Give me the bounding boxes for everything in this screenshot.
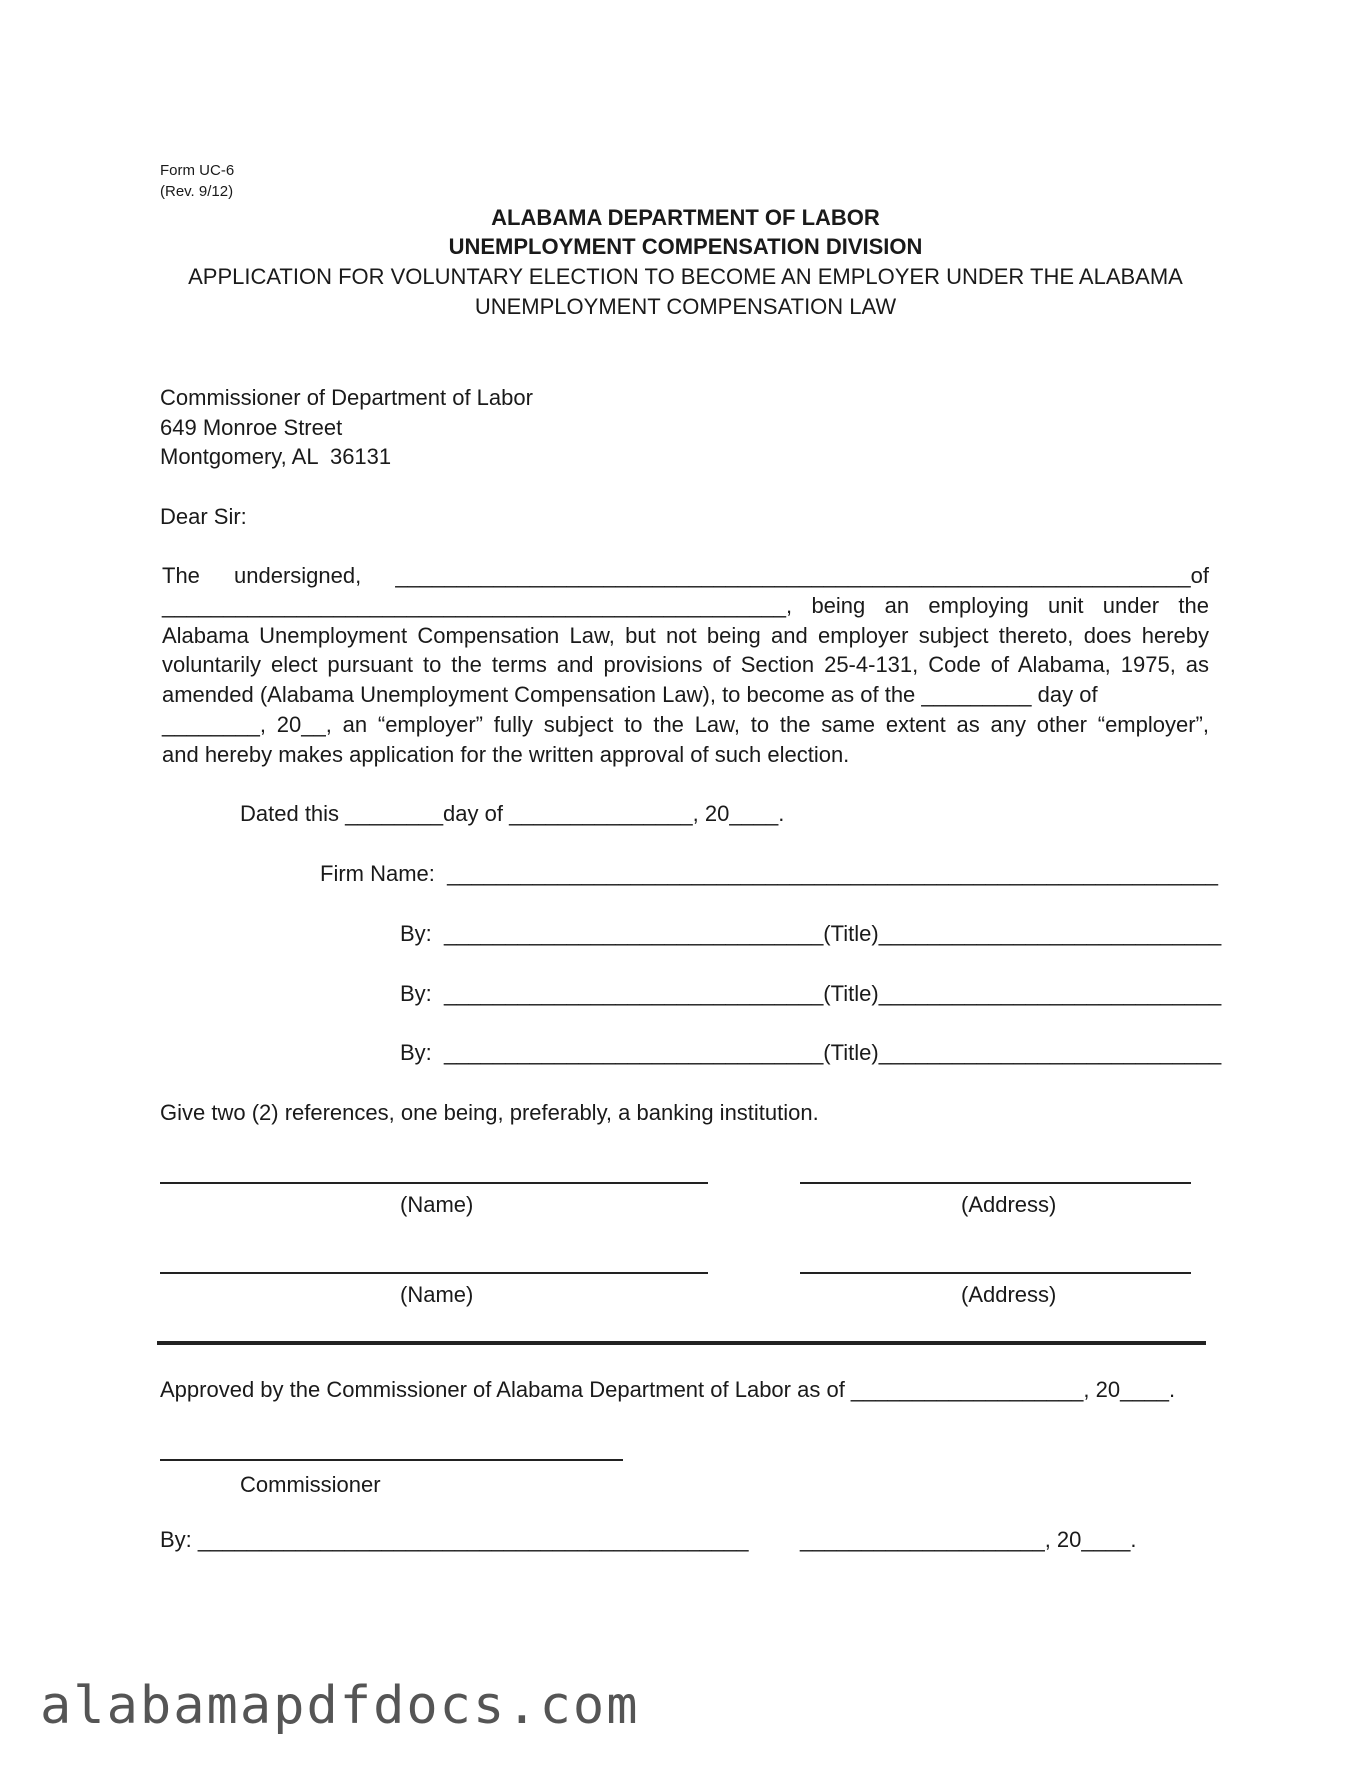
address-line1: Commissioner of Department of Labor (160, 385, 533, 410)
reference-2-name-label: (Name) (400, 1282, 474, 1307)
signer-line-2: By: _______________________________(Title)____________________________ (400, 981, 1222, 1006)
dated-line: Dated this ________day of _______________, 20____. (240, 801, 785, 826)
body-line6: ________, 20__, an “employer” fully subject to the Law, to the same extent as any other “employer”, (162, 712, 1209, 737)
form-revision: (Rev. 9/12) (160, 183, 234, 200)
agency-title: ALABAMA DEPARTMENT OF LABOR (491, 205, 880, 230)
approval-date-line: ____________________, 20____. (800, 1527, 1137, 1552)
form-title-line2: UNEMPLOYMENT COMPENSATION LAW (474, 294, 897, 319)
salutation: Dear Sir: (160, 504, 247, 529)
firm-name-line: Firm Name: _______________________________________________________________ (320, 861, 1218, 886)
body-line7: and hereby makes application for the written approval of such election. (162, 742, 850, 767)
form-title-line1: APPLICATION FOR VOLUNTARY ELECTION TO BECOME AN EMPLOYER UNDER THE ALABAMA (188, 264, 1183, 289)
reference-1-name-line (160, 1182, 708, 1184)
signer-line-1: By: _______________________________(Title)____________________________ (400, 921, 1222, 946)
address-line2: 649 Monroe Street (160, 415, 343, 440)
address-line3: Montgomery, AL 36131 (160, 444, 392, 469)
reference-1-name-label: (Name) (400, 1192, 474, 1217)
approval-by-line: By: _____________________________________________ (160, 1527, 749, 1552)
body-line1: The undersigned, _________________________________________________________________of (162, 563, 1209, 588)
references-prompt: Give two (2) references, one being, preferably, a banking institution. (160, 1100, 819, 1125)
site-watermark: alabamapdfdocs.com (40, 1676, 640, 1736)
body-line5: amended (Alabama Unemployment Compensation Law), to become as of the _________ day of (162, 682, 1098, 707)
body-line4: voluntarily elect pursuant to the terms and provisions of Section 25-4-131, Code of Alabama, 1975, as (162, 652, 1209, 677)
division-title: UNEMPLOYMENT COMPENSATION DIVISION (448, 234, 923, 259)
commissioner-label: Commissioner (240, 1472, 381, 1497)
reference-1-address-line (800, 1182, 1191, 1184)
reference-2-name-line (160, 1272, 708, 1274)
body-line2: ___________________________________________________, being an employing unit under the (162, 593, 1209, 618)
form-id: Form UC-6 (160, 162, 235, 179)
signer-line-3: By: _______________________________(Title)____________________________ (400, 1040, 1222, 1065)
reference-2-address-label: (Address) (961, 1282, 1057, 1307)
section-divider (157, 1341, 1206, 1345)
approval-text: Approved by the Commissioner of Alabama Department of Labor as of ___________________, 20____. (160, 1377, 1176, 1402)
commissioner-signature-line (160, 1459, 623, 1461)
body-line3: Alabama Unemployment Compensation Law, but not being and employer subject thereto, does hereby (162, 623, 1209, 648)
reference-1-address-label: (Address) (961, 1192, 1057, 1217)
reference-2-address-line (800, 1272, 1191, 1274)
